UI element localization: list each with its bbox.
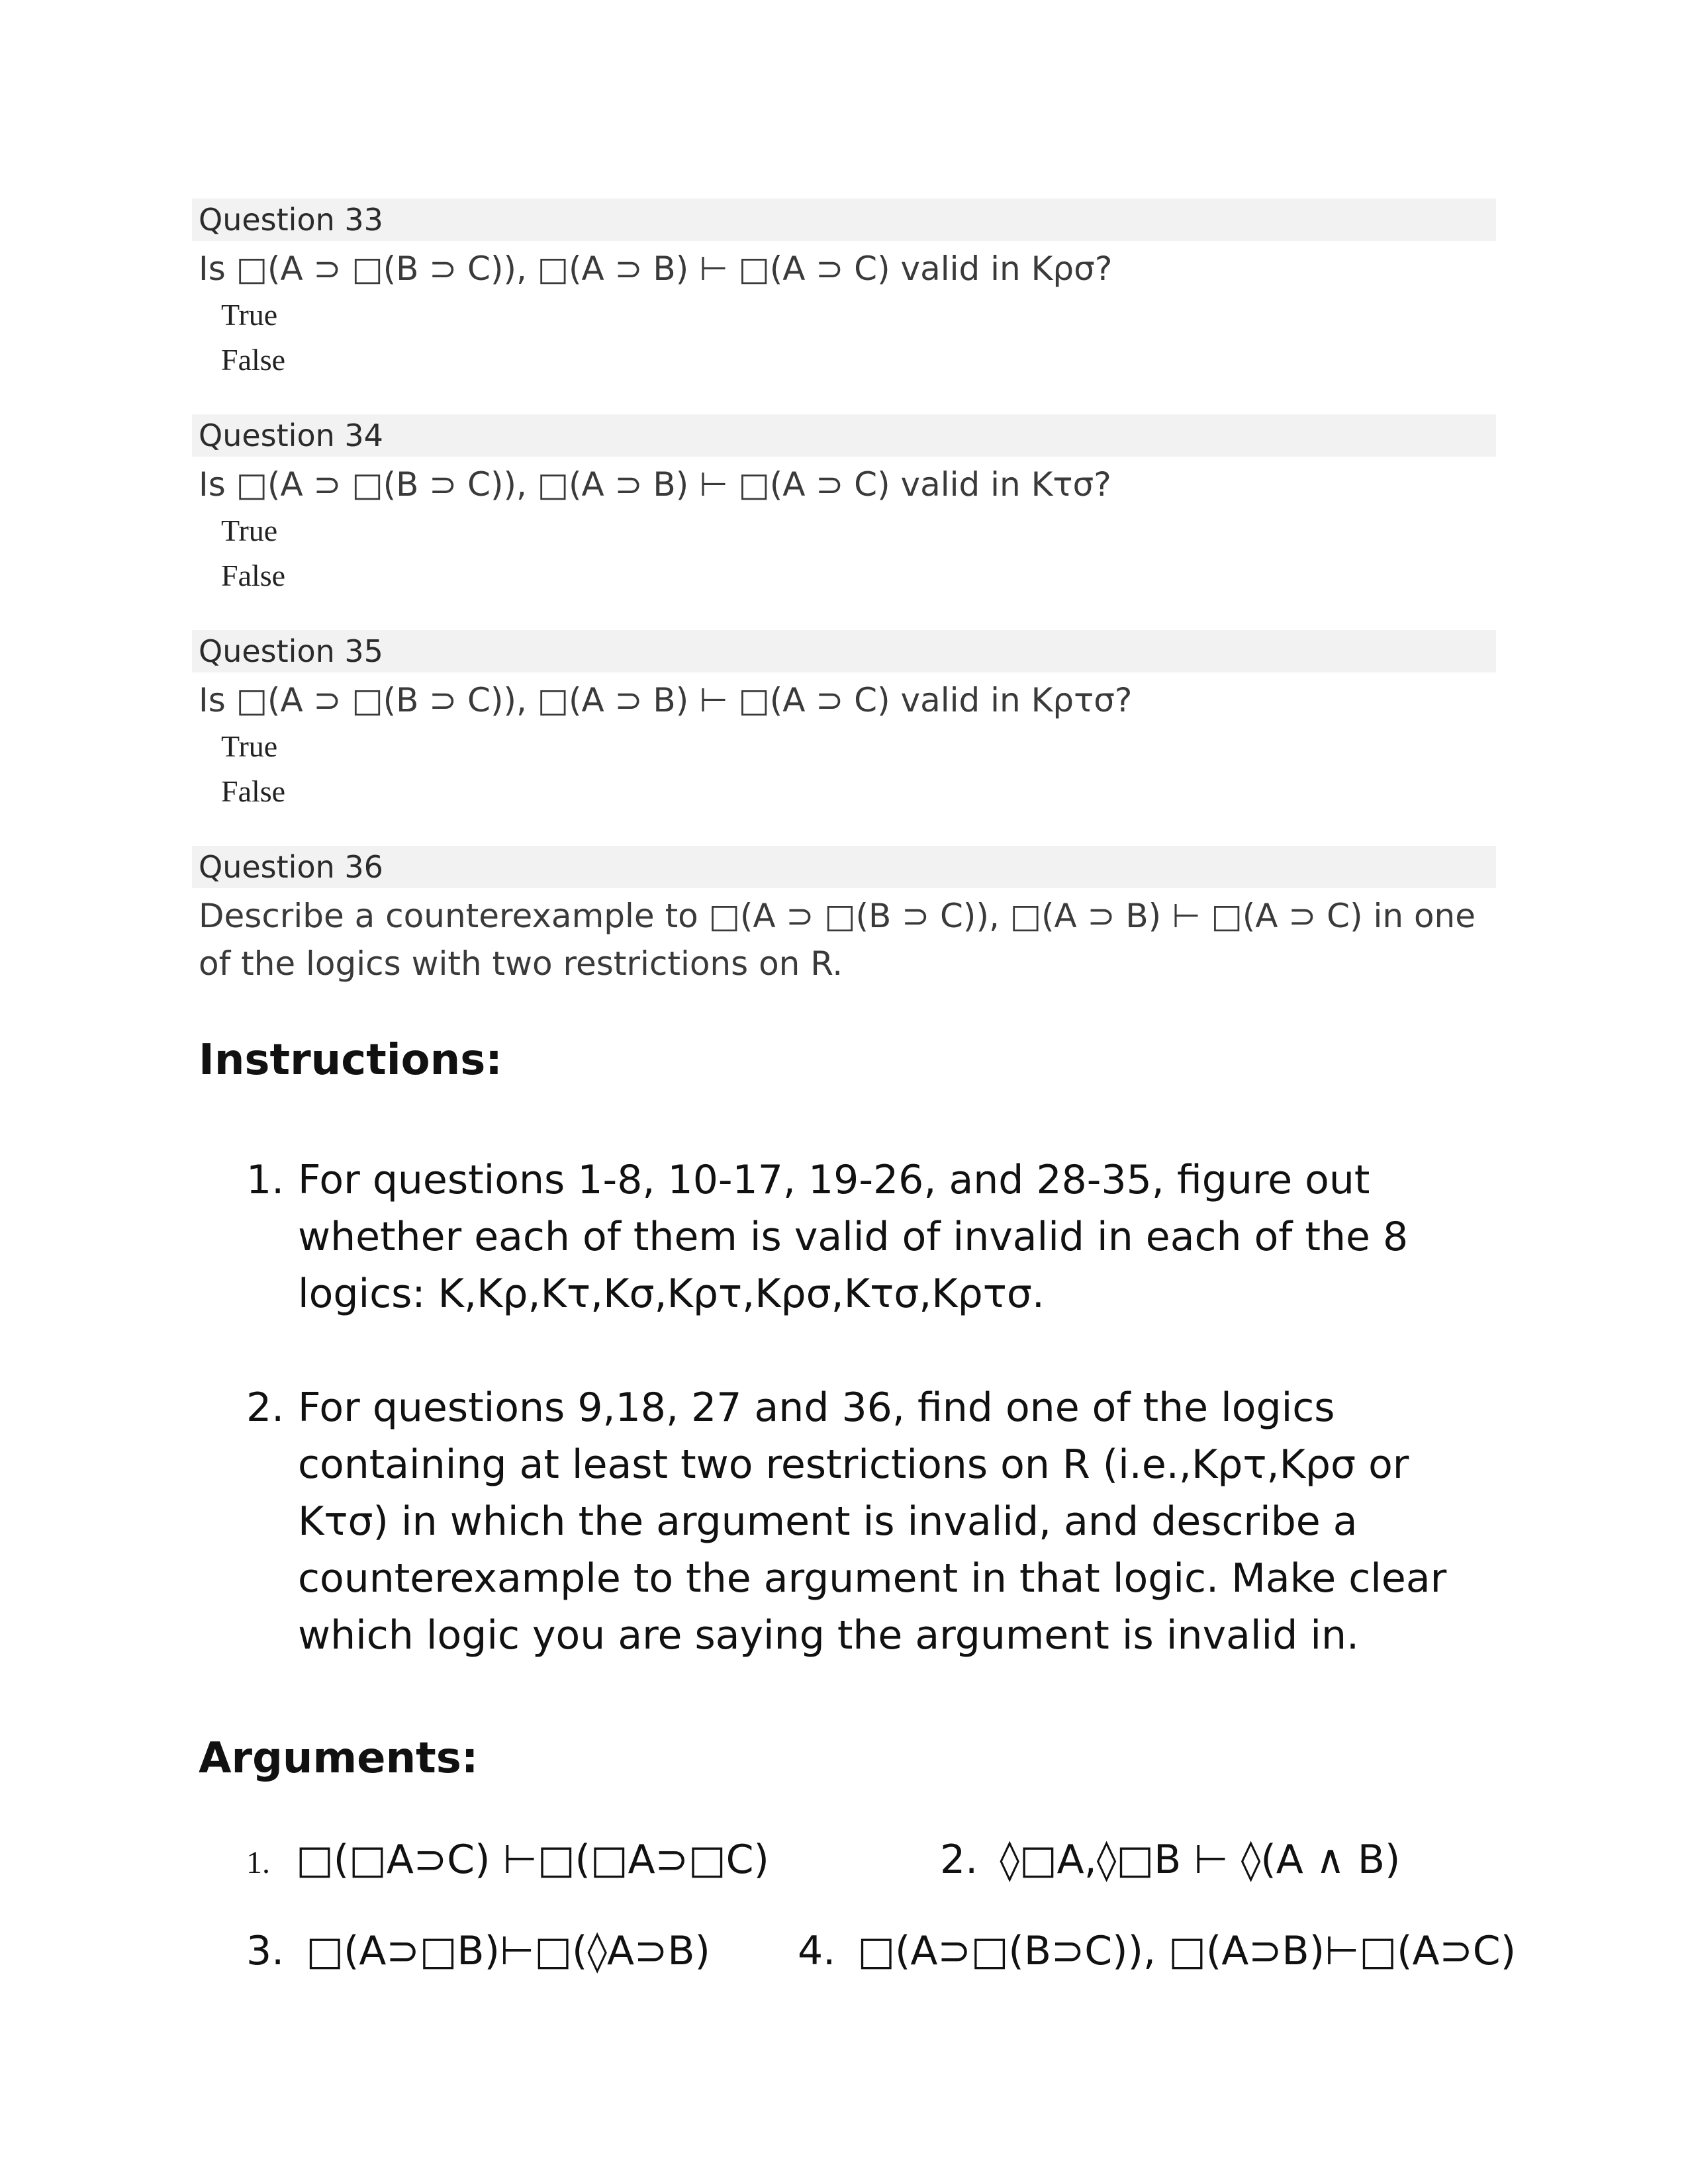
argument-text: ◊□A,◊□B ⊢ ◊(A ∧ B) — [1000, 1837, 1401, 1883]
question-header: Question 35 — [192, 630, 1496, 672]
arguments-heading: Arguments: — [199, 1734, 479, 1783]
instruction-text: For questions 9,18, 27 and 36, find one of the logics containing at least two restrictions on R (i.e.,Kρτ,Kρσ or Kτσ) in which the argument is invalid, and describe a counterexample to the argument in that logic. Make clear which logic you are saying the argument is invalid in. — [298, 1385, 1447, 1659]
question-34 — [192, 414, 1496, 598]
question-header: Question 33 — [192, 199, 1496, 241]
instruction-item — [246, 1152, 1497, 1322]
option-false[interactable]: False — [221, 343, 286, 377]
argument-1 — [246, 1833, 769, 1889]
question-33 — [192, 199, 1496, 383]
argument-text: □(□A⊃C) ⊢□(□A⊃□C) — [296, 1837, 769, 1883]
argument-2 — [940, 1833, 1400, 1886]
argument-number: 4. — [798, 1928, 836, 1974]
option-true[interactable]: True — [221, 298, 278, 332]
question-text: Is □(A ⊃ □(B ⊃ C)), □(A ⊃ B) ⊢ □(A ⊃ C) valid in Kρτσ? — [199, 681, 1133, 719]
question-text: Is □(A ⊃ □(B ⊃ C)), □(A ⊃ B) ⊢ □(A ⊃ C) valid in Kτσ? — [199, 465, 1111, 504]
instructions-heading: Instructions: — [199, 1036, 502, 1085]
argument-text: □(A⊃□B)⊢□(◊A⊃B) — [306, 1928, 710, 1974]
argument-number: 3. — [246, 1928, 285, 1974]
instructions-list — [246, 1152, 1497, 1664]
option-false[interactable]: False — [221, 559, 286, 592]
question-36 — [192, 846, 1496, 987]
question-35 — [192, 630, 1496, 814]
instruction-number: 1. — [246, 1157, 285, 1203]
argument-4 — [798, 1925, 1516, 1978]
option-true[interactable]: True — [221, 514, 278, 547]
argument-3 — [246, 1925, 710, 1978]
question-header: Question 36 — [192, 846, 1496, 888]
option-false[interactable]: False — [221, 774, 286, 808]
instruction-text: For questions 1-8, 10-17, 19-26, and 28-35, figure out whether each of them is valid of invalid in each of the 8 logics: K,Kρ,Kτ,Kσ,Kρτ,Kρσ,Kτσ,Kρτσ. — [298, 1157, 1409, 1317]
question-text: Is □(A ⊃ □(B ⊃ C)), □(A ⊃ B) ⊢ □(A ⊃ C) valid in Kρσ? — [199, 250, 1113, 288]
argument-text: □(A⊃□(B⊃C)), □(A⊃B)⊢□(A⊃C) — [857, 1928, 1517, 1974]
option-true[interactable]: True — [221, 729, 278, 763]
argument-number: 2. — [940, 1837, 978, 1883]
question-header: Question 34 — [192, 414, 1496, 457]
question-text: Describe a counterexample to □(A ⊃ □(B ⊃ C)), □(A ⊃ B) ⊢ □(A ⊃ C) in one of the logics with two restrictions on R. — [199, 897, 1476, 983]
instruction-item — [246, 1379, 1497, 1664]
argument-number: 1. — [246, 1845, 270, 1880]
instruction-number: 2. — [246, 1385, 285, 1431]
